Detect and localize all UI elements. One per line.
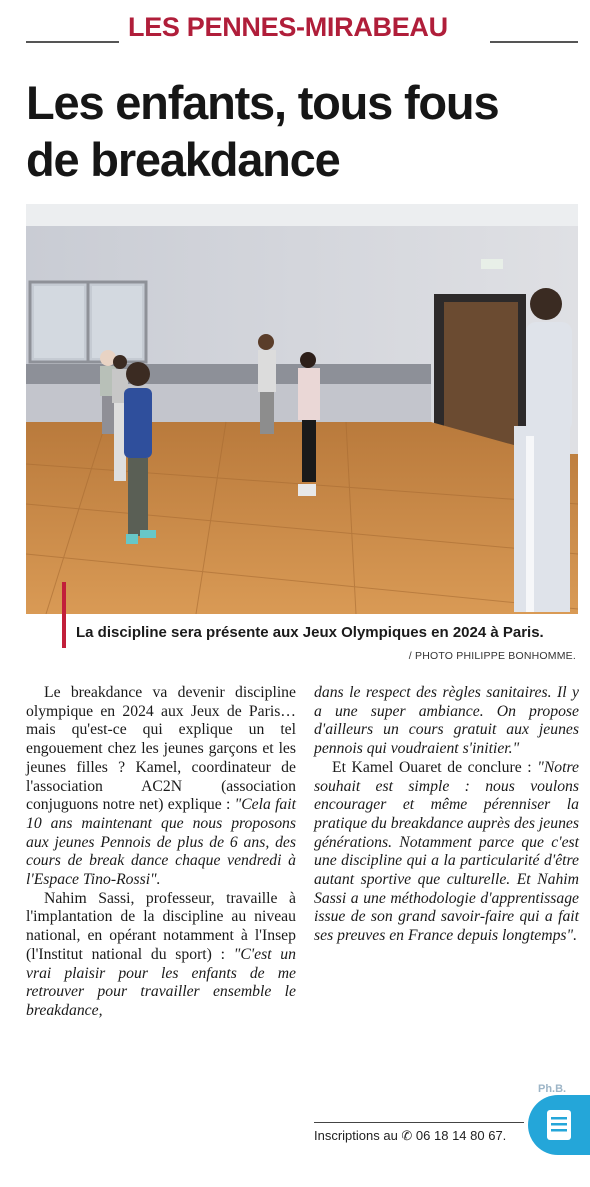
paragraph-4-text: Et Kamel Ouaret de conclure : — [332, 758, 538, 776]
photo-caption: La discipline sera présente aux Jeux Olympiques en 2024 à Paris. — [76, 624, 544, 641]
dance-studio-illustration — [26, 204, 578, 614]
caption-accent-bar — [62, 582, 66, 648]
article-column-2 — [314, 684, 579, 946]
document-icon — [546, 1109, 572, 1146]
paragraph-4 — [314, 759, 579, 946]
header-rule-left — [26, 41, 119, 43]
inscriptions-rule — [314, 1122, 524, 1123]
paragraph-1-text: Le breakdance va devenir discipline olympique en 2024 aux Jeux de Paris… mais qu'est-ce qui explique un tel engouement chez les jeunes garçons et les jeunes filles ? Kamel, coordinateur de l'association AC2N (association conjuguons notre net) explique : — [26, 684, 296, 814]
headline-line-1: Les enfants, tous fous — [26, 76, 499, 129]
watermark-initials: Ph.B. — [538, 1083, 567, 1095]
headline-line-2: de breakdance — [26, 133, 340, 186]
header-rule-right — [490, 41, 578, 43]
paragraph-2 — [26, 890, 296, 1021]
section-rubric: LES PENNES-MIRABEAU — [128, 12, 448, 42]
paragraph-1 — [26, 684, 296, 890]
paragraph-4-quote: "Notre souhait est simple : nous voulons encourager et même pérenniser la pratique du breakdance auprès des jeunes générations. Notamment parce que c'est une discipline qui a la particularité d'être autant sportive que culturelle. Et Nahim Sassi a une méthodologie d'apprentissage issue de son grand savoir-faire qui a fait ses preuves en France depuis longtemps". — [314, 758, 579, 945]
inscriptions-phone: Inscriptions au ✆ 06 18 14 80 67. — [314, 1128, 507, 1143]
reader-mode-button[interactable] — [528, 1095, 590, 1155]
section-header — [26, 8, 578, 48]
photo-credit: / PHOTO PHILIPPE BONHOMME. — [408, 650, 576, 662]
paragraph-2-quote: "C'est un vrai plaisir pour les enfants de me retrouver pour travailler ensemble le breakdance, — [26, 945, 296, 1019]
article-headline — [26, 74, 578, 188]
article-column-1 — [26, 684, 296, 1021]
article-photo — [26, 204, 578, 614]
paragraph-1-quote: "Cela fait 10 ans maintenant que nous proposons aux jeunes Pennois de plus de 6 ans, des cours de break dance chaque vendredi à l'Espace Tino-Rossi". — [26, 796, 296, 889]
paragraph-3 — [314, 684, 579, 759]
paragraph-2-text: Nahim Sassi, professeur, travaille à l'implantation de la discipline au niveau national, en opérant notamment à l'Insep (l'Institut national du sport) : — [26, 889, 296, 963]
paragraph-3-quote: dans le respect des règles sanitaires. Il y a une super ambiance. On propose d'ailleurs un cours gratuit aux jeunes pennois qui voudraient s'initier." — [314, 684, 579, 758]
